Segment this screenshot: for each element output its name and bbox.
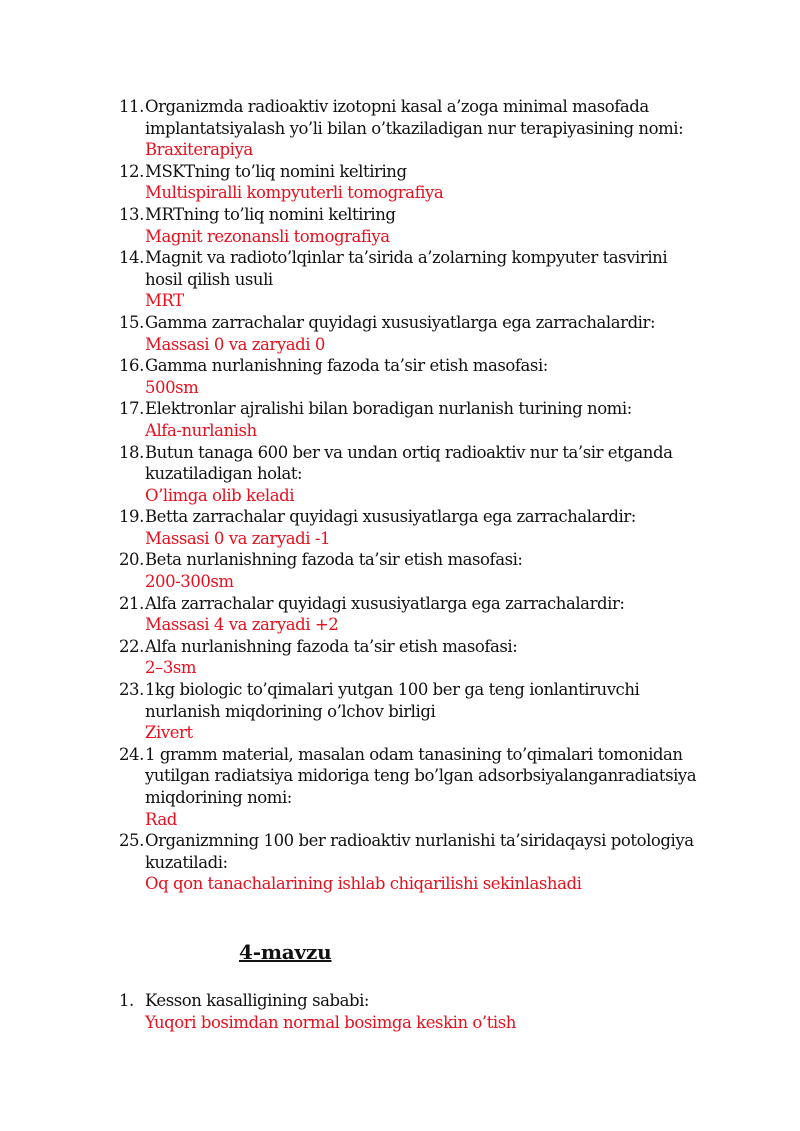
question-item: [0, 549, 800, 592]
question-item: [0, 593, 800, 636]
question-number: 15.: [119, 312, 144, 332]
question-list: [0, 96, 800, 895]
question-number: 23.: [119, 680, 144, 700]
question-item: [0, 744, 800, 830]
question-number: 14.: [119, 248, 144, 268]
answer-text: Rad: [145, 809, 177, 829]
answer-text: 200-300sm: [145, 572, 234, 592]
answer-text: O’limga olib keladi: [145, 485, 295, 505]
question-item: [0, 398, 800, 441]
question-number: 24.: [119, 744, 144, 764]
question-number: 18.: [119, 442, 144, 462]
question-text: Butun tanaga 600 ber va undan ortiq radioaktiv nur ta’sir etganda kuzatiladigan holat:: [145, 442, 673, 484]
answer-text: Massasi 0 va zaryadi -1: [145, 528, 331, 548]
question-item: [0, 442, 800, 507]
answer-text: 500sm: [145, 377, 199, 397]
answer-text: MRT: [145, 291, 184, 311]
question-number: 25.: [119, 831, 144, 851]
question-text: Alfa nurlanishning fazoda ta’sir etish masofasi:: [145, 636, 518, 656]
answer-text: Yuqori bosimdan normal bosimga keskin o’tish: [145, 1012, 516, 1032]
question-number: 21.: [119, 593, 144, 613]
question-text: Magnit va radioto’lqinlar ta’sirida a’zolarning kompyuter tasvirini hosil qilish usuli: [145, 248, 668, 289]
section-question-list: [0, 990, 800, 1033]
question-number: 17.: [119, 399, 144, 419]
answer-text: Oq qon tanachalarining ishlab chiqarilishi sekinlashadi: [145, 874, 582, 894]
question-number: 16.: [119, 356, 144, 376]
question-text: MRTning to’liq nomini keltiring: [145, 204, 396, 224]
question-number: 13.: [119, 204, 144, 224]
answer-text: Massasi 4 va zaryadi +2: [145, 615, 339, 635]
answer-text: Braxiterapiya: [145, 140, 253, 160]
question-text: Gamma nurlanishning fazoda ta’sir etish masofasi:: [145, 356, 548, 376]
question-item: [0, 636, 800, 679]
question-item: [0, 990, 800, 1033]
answer-text: Magnit rezonansli tomografiya: [145, 226, 390, 246]
question-item: [0, 830, 800, 895]
question-item: [0, 355, 800, 398]
question-number: 11.: [119, 97, 144, 116]
question-number: 12.: [119, 161, 144, 181]
section-title: 4-mavzu: [239, 940, 332, 964]
question-item: [0, 161, 800, 204]
question-text: Kesson kasalligining sababi:: [145, 991, 370, 1010]
question-text: Betta zarrachalar quyidagi xususiyatlarga ega zarrachalardir:: [145, 507, 636, 527]
question-text: 1 gramm material, masalan odam tanasining to’qimalari tomonidan yutilgan radiatsiya midoriga teng bo’lgan adsorbsiyalanganradiatsiya miqdorining nomi:: [145, 744, 697, 807]
answer-text: Alfa-nurlanish: [145, 420, 257, 440]
question-item: [0, 96, 800, 161]
question-number: 20.: [119, 550, 144, 570]
question-number: 22.: [119, 636, 144, 656]
question-text: Gamma zarrachalar quyidagi xususiyatlarga ega zarrachalardir:: [145, 312, 656, 332]
question-text: Elektronlar ajralishi bilan boradigan nurlanish turining nomi:: [145, 399, 632, 419]
question-item: [0, 247, 800, 312]
question-number: 1.: [119, 991, 134, 1010]
question-item: [0, 506, 800, 549]
answer-text: Multispiralli kompyuterli tomografiya: [145, 183, 444, 203]
question-text: MSKTning to’liq nomini keltiring: [145, 161, 407, 181]
answer-text: Massasi 0 va zaryadi 0: [145, 334, 325, 354]
question-item: [0, 312, 800, 355]
question-text: Alfa zarrachalar quyidagi xususiyatlarga ega zarrachalardir:: [145, 593, 625, 613]
answer-text: Zivert: [145, 723, 193, 743]
question-text: 1kg biologic to’qimalari yutgan 100 ber ga teng ionlantiruvchi nurlanish miqdorining o’lchov birligi: [145, 680, 640, 721]
question-text: Beta nurlanishning fazoda ta’sir etish masofasi:: [145, 550, 523, 570]
question-text: Organizmda radioaktiv izotopni kasal a’zoga minimal masofada implantatsiyalash yo’li bilan o’tkaziladigan nur terapiyasining nomi:: [145, 97, 684, 138]
question-item: [0, 204, 800, 247]
question-text: Organizmning 100 ber radioaktiv nurlanishi ta’siridaqaysi potologiya kuzatiladi:: [145, 831, 694, 872]
answer-text: 2–3sm: [145, 658, 197, 678]
question-number: 19.: [119, 507, 144, 527]
question-item: [0, 679, 800, 744]
